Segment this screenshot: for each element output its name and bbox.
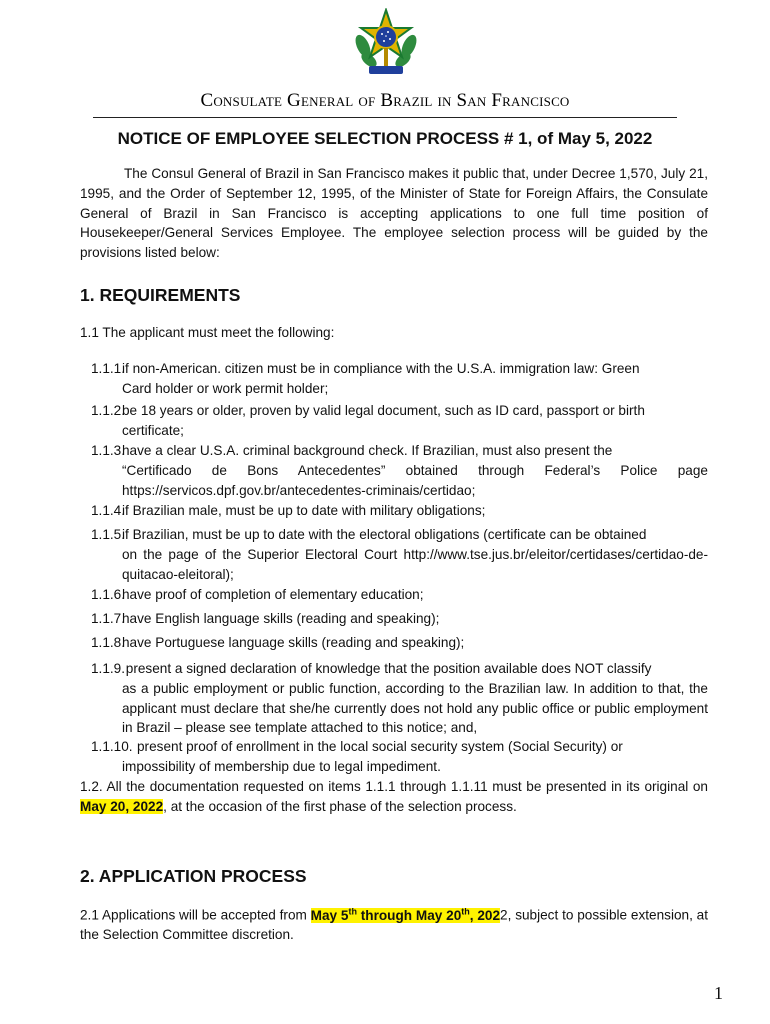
requirement-item: [91, 359, 708, 399]
item-number: 1.1.8.: [91, 635, 126, 650]
p21-text: 2.1 Applications will be accepted from: [80, 907, 311, 923]
item-number: 1.1.9.: [91, 661, 126, 676]
item-number: 1.1.5.: [91, 527, 126, 542]
requirements-lead: 1.1 The applicant must meet the following:: [80, 325, 335, 340]
item-text-continued: Card holder or work permit holder;: [122, 380, 329, 396]
section-heading-application-process: 2. APPLICATION PROCESS: [80, 866, 307, 886]
requirement-item: [91, 737, 708, 777]
item-text: if Brazilian male, must be up to date with military obligations;: [122, 503, 486, 518]
intro-paragraph: [80, 164, 708, 263]
ordinal-suffix: th: [461, 906, 470, 916]
highlighted-dates: [311, 908, 500, 923]
item-text-continued: as a public employment or public function, according to the Brazilian law. In addition to that, the applicant must declare that she/he currently does not hold any public office or public employment in Brazil – please see template attached to this notice; and,: [122, 680, 708, 736]
item-text: if Brazilian, must be up to date with the electoral obligations (certificate can be obtained: [122, 527, 647, 542]
item-number: 1.1.1.: [91, 361, 126, 376]
hl-part-3: , 202: [469, 907, 501, 923]
requirement-item: [91, 609, 708, 629]
requirement-item: [91, 401, 708, 441]
p12-text-end: , at the occasion of the first phase of the selection process.: [163, 798, 517, 814]
item-text-continued: certificate;: [122, 422, 184, 438]
paragraph-1-2: [80, 777, 708, 817]
item-text: present proof of enrollment in the local social security system (Social Security) or: [137, 739, 623, 754]
item-number: 1.1.7.: [91, 611, 126, 626]
item-number: 1.1.2.: [91, 403, 126, 418]
requirement-item: [91, 585, 708, 605]
item-text: have proof of completion of elementary education;: [122, 587, 424, 602]
notice-title: NOTICE OF EMPLOYEE SELECTION PROCESS # 1, of May 5, 2022: [117, 129, 653, 148]
item-text: be 18 years or older, proven by valid legal document, such as ID card, passport or birth: [122, 403, 645, 418]
requirement-item: [91, 525, 708, 584]
requirement-item: [91, 441, 708, 500]
coat-of-arms-of-brazil-icon: [355, 8, 417, 78]
item-number: 1.1.10.: [91, 739, 133, 754]
p12-text: 1.2. All the documentation requested on items 1.1.1 through 1.1.11 must be presented in its original on: [80, 779, 708, 794]
item-text: if non-American. citizen must be in compliance with the U.S.A. immigration law: Green: [122, 361, 640, 376]
item-number: 1.1.6.: [91, 587, 126, 602]
requirement-item: [91, 659, 708, 738]
item-text: have Portuguese language skills (reading and speaking);: [122, 635, 465, 650]
item-number: 1.1.4.: [91, 503, 126, 518]
item-number: 1.1.3.: [91, 443, 126, 458]
intro-text: The Consul General of Brazil in San Francisco makes it public that, under Decree 1,570, July 21, 1995, and the Order of September 12, 1995, of the Minister of State for Foreign Affairs, the Consulate General of Brazil in San Francisco is accepting applications to one full time position of Housekeeper/General Services Employee. The employee selection process will be guided by the provisions listed below:: [80, 166, 708, 261]
section-heading-requirements: 1. REQUIREMENTS: [80, 285, 241, 305]
item-text-continued: “Certificado de Bons Antecedentes” obtained through Federal’s Police page https://servicos.dpf.gov.br/antecedentes-criminais/certidao;: [122, 462, 708, 498]
item-text-continued: impossibility of membership due to legal impediment.: [122, 758, 441, 774]
p21-text-end: 2, subject to possible extension, at the Selection Committee discretion.: [80, 907, 709, 943]
hl-part-1: May 5: [310, 907, 349, 923]
item-text: have a clear U.S.A. criminal background check. If Brazilian, must also present the: [122, 443, 613, 458]
header-rule: [93, 117, 677, 118]
item-text-continued: on the page of the Superior Electoral Court http://www.tse.jus.br/eleitor/certidases/certidao-de-quitacao-eleitoral);: [122, 546, 708, 582]
item-text: present a signed declaration of knowledge that the position available does NOT classify: [122, 661, 652, 676]
page-number: 1: [714, 983, 723, 1003]
item-text: have English language skills (reading and speaking);: [122, 611, 440, 626]
requirement-item: [91, 633, 708, 653]
consulate-name: Consulate General of Brazil in San Francisco: [200, 90, 570, 111]
hl-part-2: through May 20: [356, 907, 462, 923]
requirement-item: [91, 501, 708, 521]
highlighted-date: May 20, 2022: [80, 798, 164, 814]
ordinal-suffix: th: [348, 906, 357, 916]
paragraph-2-1: [80, 902, 708, 945]
